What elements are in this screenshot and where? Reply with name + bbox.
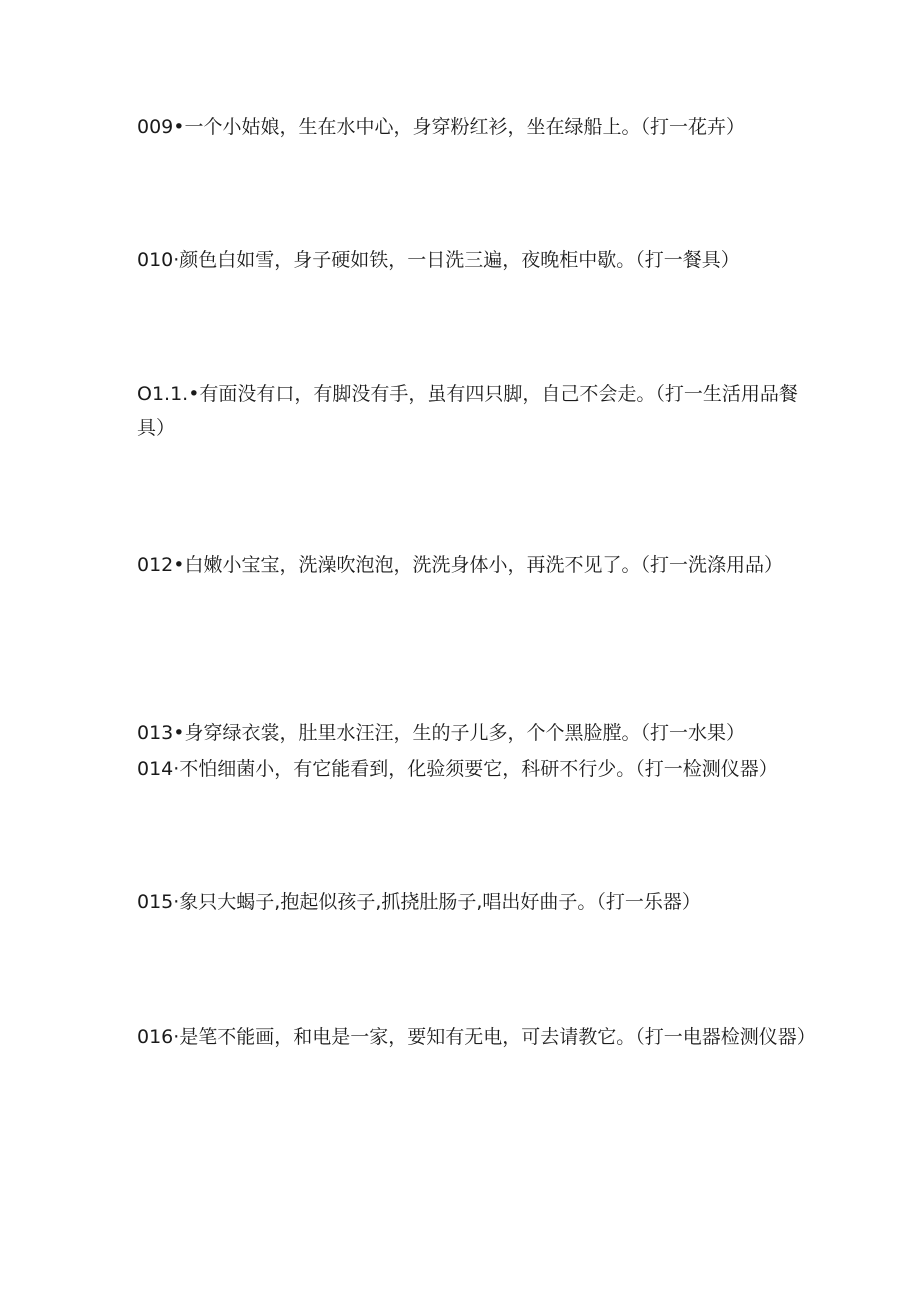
riddle-015: 015·象只大蝎子,抱起似孩子,抓挠肚肠子,唱出好曲子。（打一乐器）	[137, 891, 701, 913]
riddle-012: 012•白嫩小宝宝，洗澡吹泡泡，洗洗身体小，再洗不见了。（打一洗涤用品）	[137, 554, 783, 576]
riddle-014: 014·不怕细菌小，有它能看到，化验须要它，科研不行少。（打一检测仪器）	[137, 758, 778, 780]
riddle-010: 010·颜色白如雪，身子硬如铁，一日洗三遍，夜晚柜中歇。（打一餐具）	[137, 249, 740, 271]
riddle-011: O1.1.•有面没有口，有脚没有手，虽有四只脚，自己不会走。（打一生活用品餐具）	[137, 383, 798, 439]
riddle-009: 009•一个小姑娘，生在水中心，身穿粉红衫，坐在绿船上。（打一花卉）	[137, 116, 745, 138]
riddle-013: 013•身穿绿衣裳，肚里水汪汪，生的子儿多，个个黑脸膛。（打一水果）	[137, 722, 745, 744]
riddle-016: 016·是笔不能画，和电是一家，要知有无电，可去请教它。（打一电器检测仪器）	[137, 1026, 816, 1048]
